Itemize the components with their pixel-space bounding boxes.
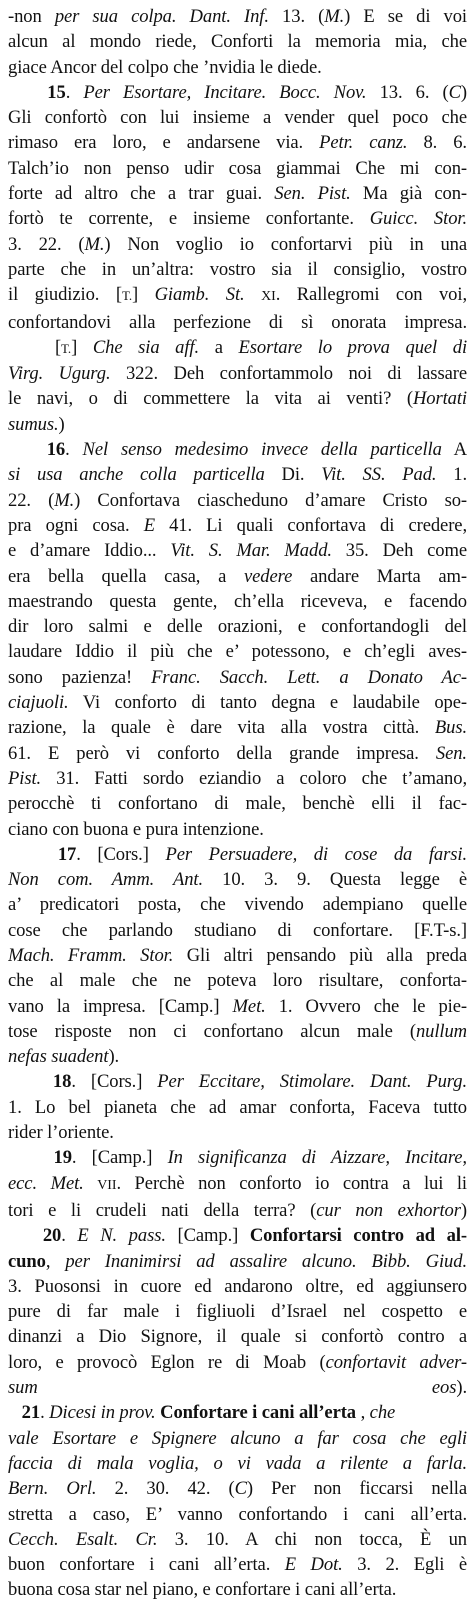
text-line: Mach. Framm. Stor. Gli altri pensando più alla preda [8,944,467,966]
text-line: laudare Iddio il più che e’ potessono, e ch’egli aves- [8,641,467,663]
text-line: alcun al mondo riede, Conforti la memoria mia, che [8,31,467,53]
text-line: 22. (M.) Confortava ciascheduno d’amare Cristo so- [8,489,467,511]
text-line: Cecch. Esalt. Cr. 3. 10. A chi non tocca, È un [8,1528,467,1550]
text-line: 19. [Camp.] In significanza di Aizzare, Incitare, [53,1147,467,1169]
text-line: che al male che ne poteva loro risultare, conforta- [8,970,467,992]
text-line: vano la impresa. [Camp.] Met. 1. Ovvero che le pie- [8,995,467,1017]
text-line: fortò te corrente, e insieme confortante. Guicc. Stor. [8,208,467,230]
text-line: dir loro salmi e delle orazioni, e confortandogli del [8,616,467,638]
text-line: Non com. Amm. Ant. 10. 3. 9. Questa legge è [8,869,467,891]
text-line: 21. Dicesi in prov. Confortare i cani all’erta , che [21,1402,396,1424]
text-line: maestrando questa gente, ch’ella riceveva, e facendo [8,590,467,612]
text-line: forte ad altro che a trar guai. Sen. Pist. Ma già con- [8,183,467,205]
text-line: sono pazienza! Franc. Sacch. Lett. a Donato Ac- [8,666,467,688]
text-line: stretta a caso, E’ vanno confortando i cani all’erta. [8,1503,467,1525]
text-line: rimaso era loro, e andarsene via. Petr. canz. 8. 6. [8,132,467,154]
text-line: 1. Lo bel pianeta che ad amar conforta, Faceva tutto [8,1096,467,1118]
text-line: Bern. Orl. 2. 30. 42. (C) Per non ficcarsi nella [8,1478,467,1500]
text-line: Gli confortò con lui insieme a vender quel poco che [8,107,467,129]
text-line: faccia di mala voglia, o vi vada a rilente a farla. [8,1452,467,1474]
text-line: cuno, per Inanimirsi ad assalire alcuno. Bibb. Giud. [8,1250,467,1272]
text-line: a’ predicatori posta, che vivendo adempiano quelle [8,894,467,916]
text-line: 61. E però vi conforto della grande impresa. Sen. [8,742,467,764]
text-line: si usa anche colla particella Di. Vit. SS. Pad. 1. [8,464,467,486]
text-line: Talch’io non penso udir cosa giammai Che mi con- [8,157,467,179]
text-line: perocchè ti confortano di male, benchè elli il fac- [8,793,467,815]
text-line: confortandovi alla perfezione di sì onorata impresa. [8,311,467,333]
text-line: 3. Puosonsi in cuore ed andarono oltre, ed aggiunsero [8,1275,467,1297]
text-line: -non per sua colpa. Dant. Inf. 13. (M.) E se di voi [8,6,467,27]
text-line: sumus.) [8,413,65,435]
text-line: 20. E N. pass. [Camp.] Confortarsi contro ad al- [42,1225,467,1247]
text-line: sum eos). [8,1377,467,1399]
text-line: e d’amare Iddio... Vit. S. Mar. Madd. 35. Deh come [8,540,467,562]
text-line: nefas suadent). [8,1046,120,1068]
text-line: Virg. Ugurg. 322. Deh confortammolo noi di lassare [8,363,467,385]
text-line: cose che parlando studiano di confortare. [F.T-s.] [8,919,467,941]
text-line: le navi, o di commettere la vita ai venti? (Hortati [8,388,467,410]
text-line: tori e li crudeli nati della terra? (cur non exhortor) [8,1199,467,1221]
text-line: buon confortare i cani all’erta. E Dot. 3. 2. Egli è [8,1554,467,1576]
text-line: buona cosa star nel piano, e confortare i cani all’erta. [8,1579,397,1601]
text-line: pra ogni cosa. E 41. Li quali confortava di credere, [8,514,467,536]
text-line: tose risposte non ci confortano alcun male (nullum [8,1020,467,1042]
text-line: giace Ancor del colpo che ’nvidia le diede. [8,56,322,78]
text-line: razione, la quale è dare vita alla vostra città. Bus. [8,717,467,739]
text-line: 18. [Cors.] Per Eccitare, Stimolare. Dant. Purg. [52,1071,467,1093]
text-line: Pist. 31. Fatti sordo eziandio a coloro che t’amano, [8,767,467,789]
text-line: vale Esortare e Spignere alcuno a far cosa che egli [8,1427,467,1449]
text-line: il giudizio. [T.] Giamb. St. XI. Rallegromi con voi, [8,284,467,306]
text-line: 15. Per Esortare, Incitare. Bocc. Nov. 13. 6. (C) [47,81,467,103]
text-line: 16. Nel senso medesimo invece della particella A [46,439,467,461]
text-line: ciano con buona e pura intenzione. [8,818,264,840]
text-line: parte che in un’altra: vostro sia il consiglio, vostro [8,258,467,280]
text-line: [T.] Che sia aff. a Esortare lo prova quel di [8,336,467,358]
text-line: rider l’oriente. [8,1122,114,1144]
text-line: ciajuoli. Vi conforto di tanto degna e laudabile ope- [8,692,467,714]
text-line: 3. 22. (M.) Non voglio io confortarvi più in una [8,233,467,255]
text-line: pure di far male i figliuoli d’Israel nel cospetto e [8,1301,467,1323]
text-line: dinanzi a Dio Signore, il quale si confortò contro a [8,1326,467,1348]
text-line: ecc. Met. VII. Perchè non conforto io contra a lui li [8,1172,467,1194]
text-line: 17. [Cors.] Per Persuadere, di cose da farsi. [57,843,467,865]
text-line: era bella quella casa, a vedere andare Marta am- [8,565,467,587]
text-line: loro, e provocò Eglon re di Moab (confortavit adver- [8,1351,467,1373]
